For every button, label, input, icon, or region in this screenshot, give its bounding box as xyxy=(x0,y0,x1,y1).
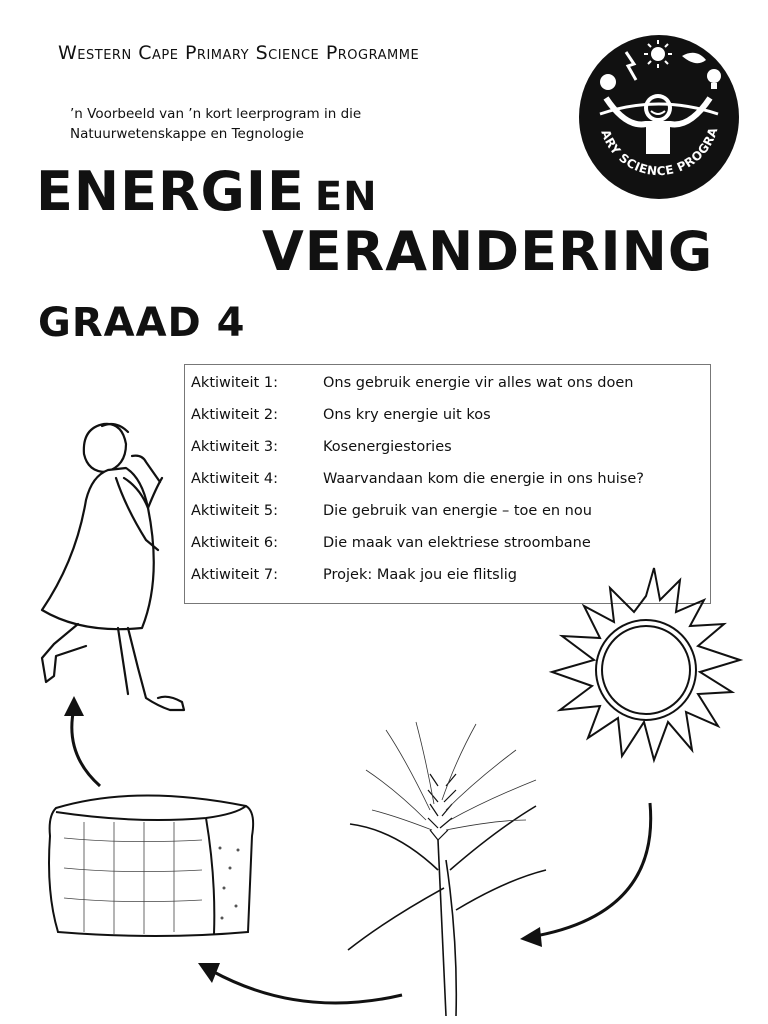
activity-text: Die maak van elektriese stroombane xyxy=(323,535,591,551)
activity-number: Aktiwiteit 5: xyxy=(191,503,278,519)
grade-label: GRAAD 4 xyxy=(38,300,246,346)
activity-number: Aktiwiteit 4: xyxy=(191,471,278,487)
title-line-2: VERANDERING xyxy=(262,220,714,283)
title-line-1 xyxy=(36,160,378,229)
activity-row xyxy=(191,399,710,431)
programme-name: Western Cape Primary Science Programme xyxy=(58,42,420,64)
running-child-icon xyxy=(20,418,200,733)
subtitle-line-1: ’n Voorbeeld van ’n kort leerprogram in die xyxy=(70,106,362,122)
activity-number: Aktiwiteit 2: xyxy=(191,407,278,423)
activity-number: Aktiwiteit 6: xyxy=(191,535,278,551)
activity-row xyxy=(191,367,710,399)
activity-text: Waarvandaan kom die energie in ons huise? xyxy=(323,471,644,487)
activity-number: Aktiwiteit 1: xyxy=(191,375,278,391)
activity-row xyxy=(191,463,710,495)
title-main-word: ENERGIE xyxy=(36,160,305,223)
activity-text: Kosenergiestories xyxy=(323,439,452,455)
arrow-wheat-to-bread-icon xyxy=(190,955,410,1015)
subtitle-line-2: Natuurwetenskappe en Tegnologie xyxy=(70,126,304,142)
activity-text: Projek: Maak jou eie flitslig xyxy=(323,567,517,583)
activity-number: Aktiwiteit 3: xyxy=(191,439,278,455)
title-small-word: EN xyxy=(314,174,378,220)
activity-row xyxy=(191,495,710,527)
sun-icon xyxy=(548,560,744,770)
activity-text: Ons gebruik energie vir alles wat ons doen xyxy=(323,375,634,391)
activity-row xyxy=(191,527,710,559)
subtitle xyxy=(70,104,510,144)
activity-number: Aktiwiteit 7: xyxy=(191,567,278,583)
activity-text: Ons kry energie uit kos xyxy=(323,407,491,423)
activity-row xyxy=(191,431,710,463)
activity-text: Die gebruik van energie – toe en nou xyxy=(323,503,592,519)
psp-logo-icon xyxy=(571,23,740,200)
arrow-bread-to-child-icon xyxy=(58,694,108,790)
logo-text: PRIMARY SCIENCE PROGRAMME xyxy=(571,23,721,179)
bread-loaf-icon xyxy=(44,788,256,938)
